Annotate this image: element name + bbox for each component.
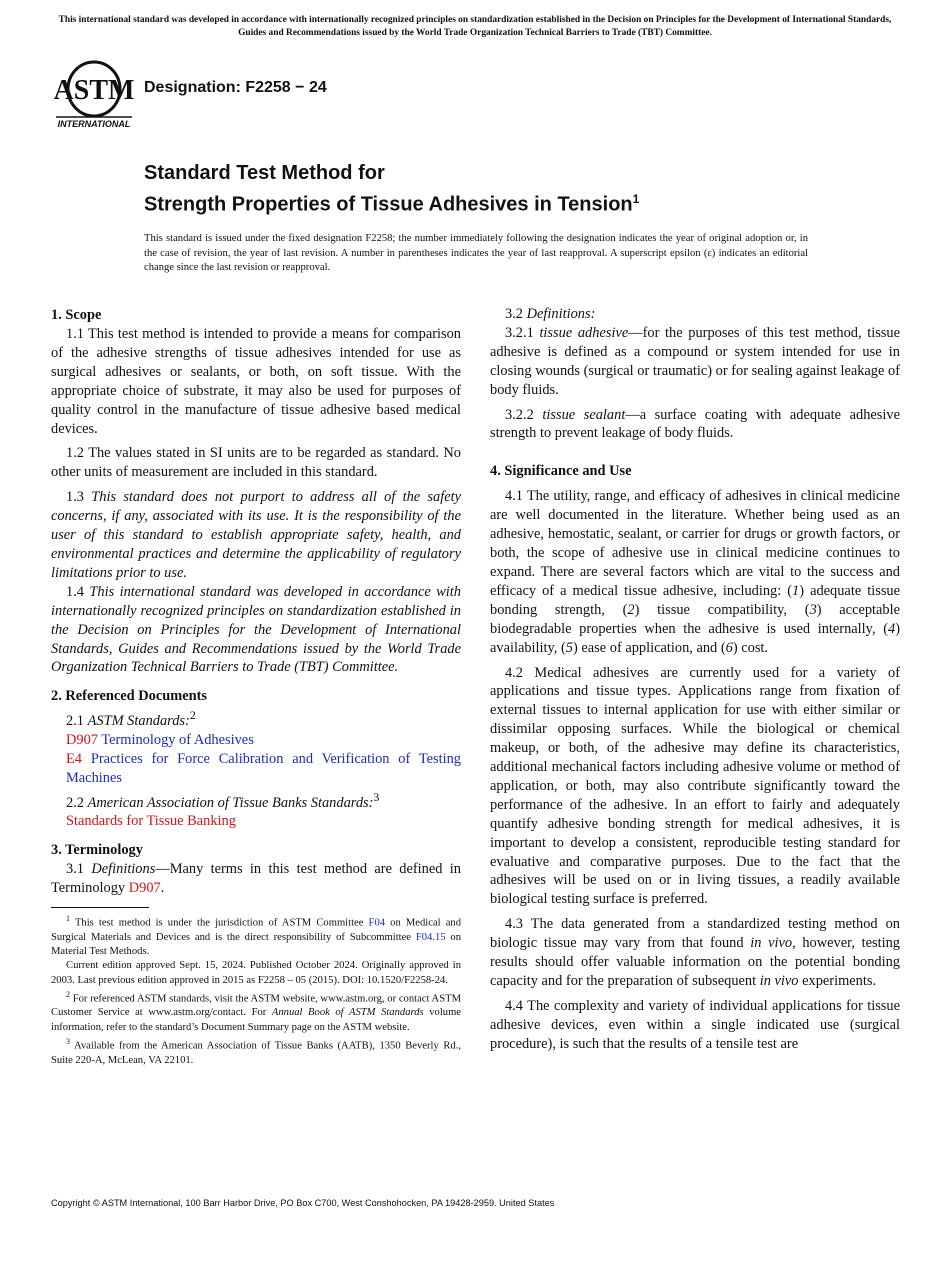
para-label: American Association of Tissue Banks Standards: [87,794,374,811]
para-text: —for the purposes of this test method, tissue adhesive is defined as a compound or system intended for use in closing wounds (surgical or traumatic) or for sealing against leakage of body fluids. [490,324,900,398]
footnote-mark: 2 [189,708,196,723]
list-number: 2 [627,601,635,618]
para-label: ASTM Standards: [87,713,190,730]
para-italic: in vivo [759,973,799,989]
astm-logo [54,57,134,129]
subcommittee-link[interactable]: F04.15 [415,931,446,943]
para-1-3 [51,488,461,583]
para-1-2: 1.2 The values stated in SI units are to be regarded as standard. No other units of measurement are included in this standard. [51,445,461,481]
para-number: 2.1 [66,713,84,730]
footnote-mark: 3 [373,789,380,804]
issuance-statement: This standard is issued under the fixed designation F2258; the number immediately following the designation indicates the year of original adoption or, in the case of revision, the year of last revision. A number in parentheses indicates the year of last reapproval. A superscript epsilon (ε) indicates an editorial change since the last revision or reapproval. [144,233,808,274]
title-line-2 [144,186,639,218]
footnote-rule [51,907,149,908]
para-3-2-2 [490,406,900,444]
reference-tissue-banking[interactable] [51,812,461,831]
para-label: Definitions: [526,306,596,322]
para-text: 4.3 The data generated from a standardized testing method on biologic tissue may vary from that found [490,916,900,952]
defined-term: tissue adhesive [539,324,629,341]
designation: Designation: F2258 − 24 [144,79,327,96]
left-column [51,305,461,1068]
para-number: 3.2.1 [505,324,534,341]
section-heading-significance: 4. Significance and Use [490,463,632,480]
para-number: 3.1 [66,861,84,878]
reference-d907[interactable] [51,731,461,750]
reference-e4[interactable] [51,750,461,788]
para-text: 4.1 The utility, range, and efficacy of adhesives in clinical medicine are well documented in the literature. Whether being used as an adhesive, hemostatic, sealant, or carrier for drugs or growth factors, or both, the scope of adhesive use in clinical medicine continues to expand. There are several factors which are vital to the success and efficacy of a medical tissue adhesive, including: ( [490,488,900,599]
para-4-1 [490,487,900,657]
defined-term: tissue sealant [542,406,626,423]
copyright-footer: Copyright © ASTM International, 100 Barr Harbor Drive, PO Box C700, West Conshohocken, PA 19428-2959. United States [51,1198,555,1208]
list-number: 1 [792,582,800,599]
para-3-2 [490,305,900,324]
para-2-1 [51,706,461,731]
title-text: Strength Properties of Tissue Adhesives in Tension [144,193,633,216]
footnote-edition: Current edition approved Sept. 15, 2024. Published October 2024. Originally approved in 2003. Last previous edition approved in 2015 as F2258 – 05 (2015). DOI: 10.1520/F2258-24. [51,960,461,986]
committee-link[interactable]: F04 [368,917,386,929]
list-number: 6 [725,639,733,656]
reference-code-link[interactable]: E4 [66,750,82,767]
title-line-1: Standard Test Method for [144,162,385,184]
para-number: 3.2 [505,306,523,322]
para-number: 2.2 [66,794,84,811]
footnote-italic: Annual Book of ASTM Standards [271,1007,424,1019]
footnote-text: volume information, refer to the standard’s Document Summary page on the ASTM website. [51,1007,462,1033]
para-3-1: 3.1 Definitions—Many terms in this test method are defined in Terminology D907. [51,861,461,897]
para-label: Definitions [91,861,156,878]
para-text: —Many terms in this test method are defined in Terminology [51,861,461,897]
para-text: experiments. [802,973,877,989]
para-italic: in vivo [750,935,793,952]
para-4-3 [490,915,900,991]
para-number: 1.4 [66,583,84,600]
reference-link[interactable]: D907 [128,880,161,897]
logo-letters: ASTM [54,75,134,106]
title-footnote-mark: 1 [632,192,640,206]
para-text: ) cost. [732,639,769,656]
page-title [144,160,639,218]
para-text: ) tissue compatibility, ( [634,601,810,618]
para-text: —a surface coating with adequate adhesive strength to prevent leakage of body fluids. [490,406,900,442]
para-number: 1.3 [66,489,84,506]
para-2-2 [51,788,461,813]
footnote-text: This test method is under the jurisdiction of ASTM Committee [74,917,364,929]
footnote-1: $^1$ This test method is under the jurisdiction of ASTM Committee F04 on Medical and Surgical Materials and Devices and is the direct responsibility of Subcommittee F04.15 on Material Test Methods. [51,914,462,958]
reference-title-link[interactable]: Practices for Force Calibration and Verification of Testing Machines [66,750,461,786]
para-1-4 [51,583,461,678]
footnote-text: Available from the American Association of Tissue Banks (AATB), 1350 Beverly Rd., Suite 220-A, McLean, VA 22101. [51,1040,461,1066]
para-number: 3.2.2 [505,406,534,423]
para-text: ) adequate tissue bonding strength, ( [490,582,901,618]
para-text: ) acceptable biodegradable properties when the adhesive is used internally, ( [490,601,900,637]
footnote-2: $^2$ For referenced ASTM standards, visit the ASTM website, www.astm.org, or contact ASTM Customer Service at www.astm.org/contact. For Annual Book of ASTM Standards volume information, refer to the standard’s Document Summary page on the ASTM website. [51,989,462,1033]
reference-title-link[interactable]: Standards for Tissue Banking [66,813,236,830]
para-4-2: 4.2 Medical adhesives are currently used for a variety of applications and tissue types. Applications range from fixation of external tissues to internal application for use with either similar or dissimilar opposing surfaces. While the biological or chemical makeup, or both, of the adhesive may define its characteristics, additional mechanical factors including adhesive volume or method of application, or both, may also contribute significantly toward the performance of the adhesive. In an effort to fairly and adequately quantify adhesive bonding strength for medical adhesives, it is important to develop a consistent, reproducible testing standard for evaluative and comparative purposes. Due to the fact that the adhesives will be used on or in living tissues, a readily available biological testing surface is preferred. [490,664,900,908]
para-text: ) ease of application, and ( [573,639,726,656]
section-heading-referenced-documents: 2. Referenced Documents [51,688,207,705]
para-text: This international standard was developed in accordance with internationally recognized principles on standardization established in the Decision on Principles for the Development of International Standards, Guides and Recommendations issued by the World Trade Organization Technical Barriers to Trade (TBT) Committee. [51,583,461,676]
section-heading-scope: 1. Scope [51,307,102,323]
section-heading-terminology: 3. Terminology [51,842,143,859]
footnote-3: $^3$ Available from the American Association of Tissue Banks (AATB), 1350 Beverly Rd., Suite 220-A, McLean, VA 22101. [51,1036,461,1066]
list-number: 4 [888,620,896,637]
para-text: , however, testing results should offer valuable information on the potential bonding capacity and for the preparation of subsequent [490,935,900,989]
footnote-text: on Medical and Surgical Materials and Devices and is the direct responsibility of Subcommittee [51,917,461,943]
para-3-2-1 [490,324,900,400]
para-1-1: 1.1 This test method is intended to provide a means for comparison of the adhesive strengths of tissue adhesives intended for use as surgical adhesives or sealants, or both, on soft tissue. With the appropriate choice of substrate, it may also be used for purposes of quality control in the manufacture of tissue adhesive based medical devices. [51,326,461,437]
reference-code-link[interactable]: D907 [66,732,98,749]
footnote-text: For referenced ASTM standards, visit the ASTM website, www.astm.org, or contact ASTM Customer Service at www.astm.org/contact. For [51,993,461,1019]
para-4-4: 4.4 The complexity and variety of individual applications for tissue adhesive devices, even within a single indicated use (surgical procedure), is such that the results of a tensile test are [490,997,900,1052]
top-notice: This international standard was developed in accordance with internationally recognized principles on standardization established in the Decision on Principles for the Development of International Standards, Guides and Recommendations issued by the World Trade Organization Technical Barriers to Trade (TBT) Committee. [58,15,892,38]
logo-sub: INTERNATIONAL [57,119,131,129]
list-number: 5 [565,639,573,656]
right-column [490,305,900,1054]
footnote-text: on Material Test Methods. [51,931,462,958]
reference-title-link[interactable]: Terminology of Adhesives [101,732,254,749]
para-text: This standard does not purport to address all of the safety concerns, if any, associated with its use. It is the responsibility of the user of this standard to establish appropriate safety, health, and environmental practices and determine the applicability of regulatory limitations prior to use. [51,489,461,581]
para-text: ) availability, ( [490,620,900,656]
list-number: 3 [809,601,817,618]
